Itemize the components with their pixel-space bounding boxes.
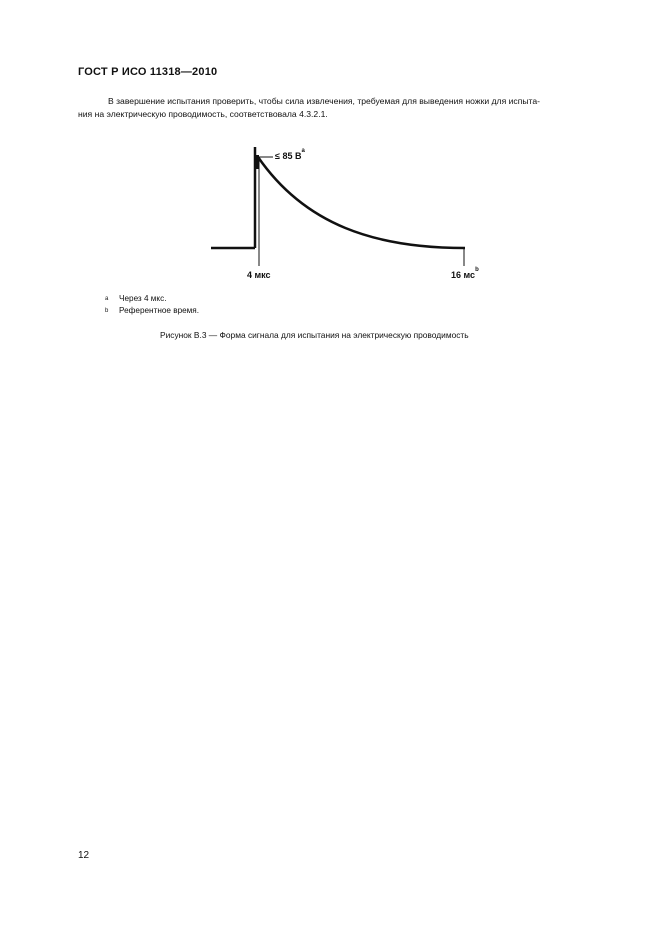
time-end-label-mark: b — [475, 267, 479, 273]
waveform-decay-curve — [258, 157, 465, 248]
voltage-label-text: ≤ 85 В — [275, 151, 302, 161]
note-item — [105, 293, 199, 305]
time-end-label — [451, 267, 479, 280]
paragraph-line-1: В завершение испытания проверить, чтобы сила извлечения, требуемая для выведения ножки для испыта- — [108, 96, 541, 106]
paragraph-line-2: ния на электрическую проводимость, соответствовала 4.3.2.1. — [78, 109, 328, 119]
note-text: Через 4 мкс. — [119, 294, 167, 303]
figure-b3 — [195, 145, 505, 290]
note-item — [105, 305, 199, 317]
figure-caption: Рисунок В.3 — Форма сигнала для испытания на электрическую проводимость — [160, 330, 469, 340]
page-number: 12 — [78, 850, 90, 861]
figure-notes — [105, 293, 199, 317]
voltage-label — [275, 148, 305, 161]
document-header: ГОСТ Р ИСО 11318—2010 — [78, 66, 218, 78]
note-text: Референтное время. — [119, 306, 200, 315]
voltage-label-mark: a — [301, 148, 305, 154]
body-paragraph — [78, 95, 618, 121]
time-start-label: 4 мкс — [247, 270, 271, 280]
waveform-diagram — [195, 145, 505, 290]
note-mark: b — [105, 308, 109, 314]
time-end-label-text: 16 мс — [451, 270, 476, 280]
note-mark: a — [105, 296, 109, 302]
